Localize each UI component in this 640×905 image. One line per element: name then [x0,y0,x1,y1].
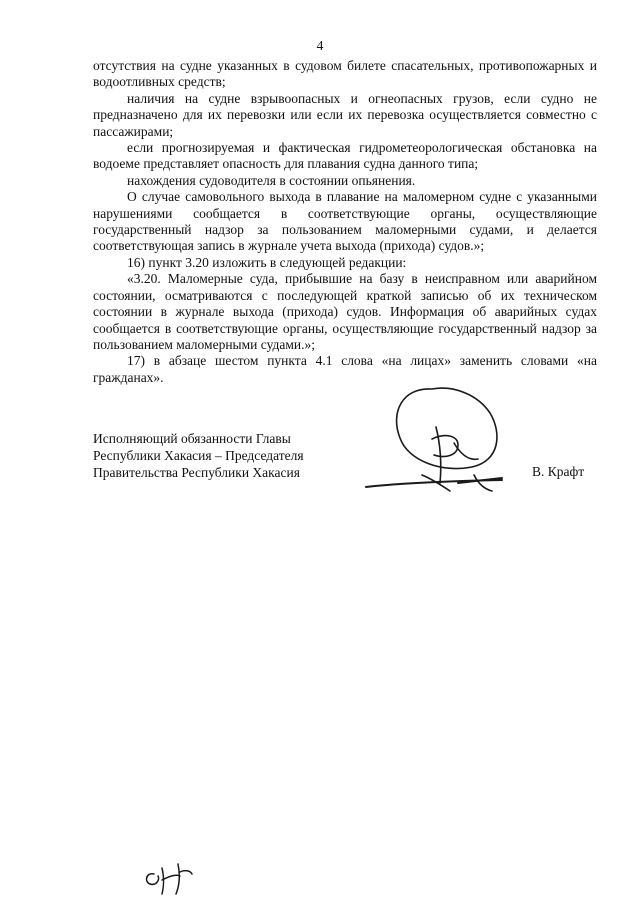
signatory-title-line: Исполняющий обязанности Главы [93,431,291,446]
paragraph-weather: если прогнозируемая и фактическая гидрометеорологическая обстановка на водоеме представляет опасность для плавания судна данного типа; [93,140,597,172]
page-number: 4 [316,38,324,53]
paragraph-item-16: 16) пункт 3.20 изложить в следующей редакции: [127,254,407,270]
signatory-name: В. Крафт [532,464,585,479]
paragraph-intoxication: нахождения судоводителя в состоянии опьянения. [127,172,416,188]
signatory-title-line: Правительства Республики Хакасия [93,465,300,480]
signatory-title [93,430,363,481]
paragraph-clause-3-20: «3.20. Маломерные суда, прибывшие на базу в неисправном или аварийном состоянии, осматриваются с последующей краткой записью об их техническом состоянии в журнале выхода (прихода) судов. Информация об аварийных судах сообщается в соответствующие органы, осуществляющие государственный надзор за пользованием маломерными судами.»; [93,271,597,352]
paragraph-hazardous-cargo: наличия на судне взрывоопасных и огнеопасных грузов, если судно не предназначено для их перевозки или если их перевозка осуществляется совместно с пассажирами; [93,90,597,139]
initials-icon [140,860,200,898]
paragraph-item-17: 17) в абзаце шестом пункта 4.1 слова «на лицах» заменить словами «на гражданах». [93,353,597,385]
signatory-title-line: Республики Хакасия – Председателя [93,448,304,463]
paragraph-continuation: отсутствия на судне указанных в судовом билете спасательных, противопожарных и водоотливных средств; [93,58,597,90]
signature-icon [362,383,532,503]
document-body [93,58,597,386]
paragraph-unauthorized-departure: О случае самовольного выхода в плавание на маломерном судне с указанными нарушениями сообщается в соответствующие органы, осуществляющие государственный надзор за пользованием маломерными судами, и делается соответствующая запись в журнале учета выхода (прихода) судов.»; [93,189,597,254]
